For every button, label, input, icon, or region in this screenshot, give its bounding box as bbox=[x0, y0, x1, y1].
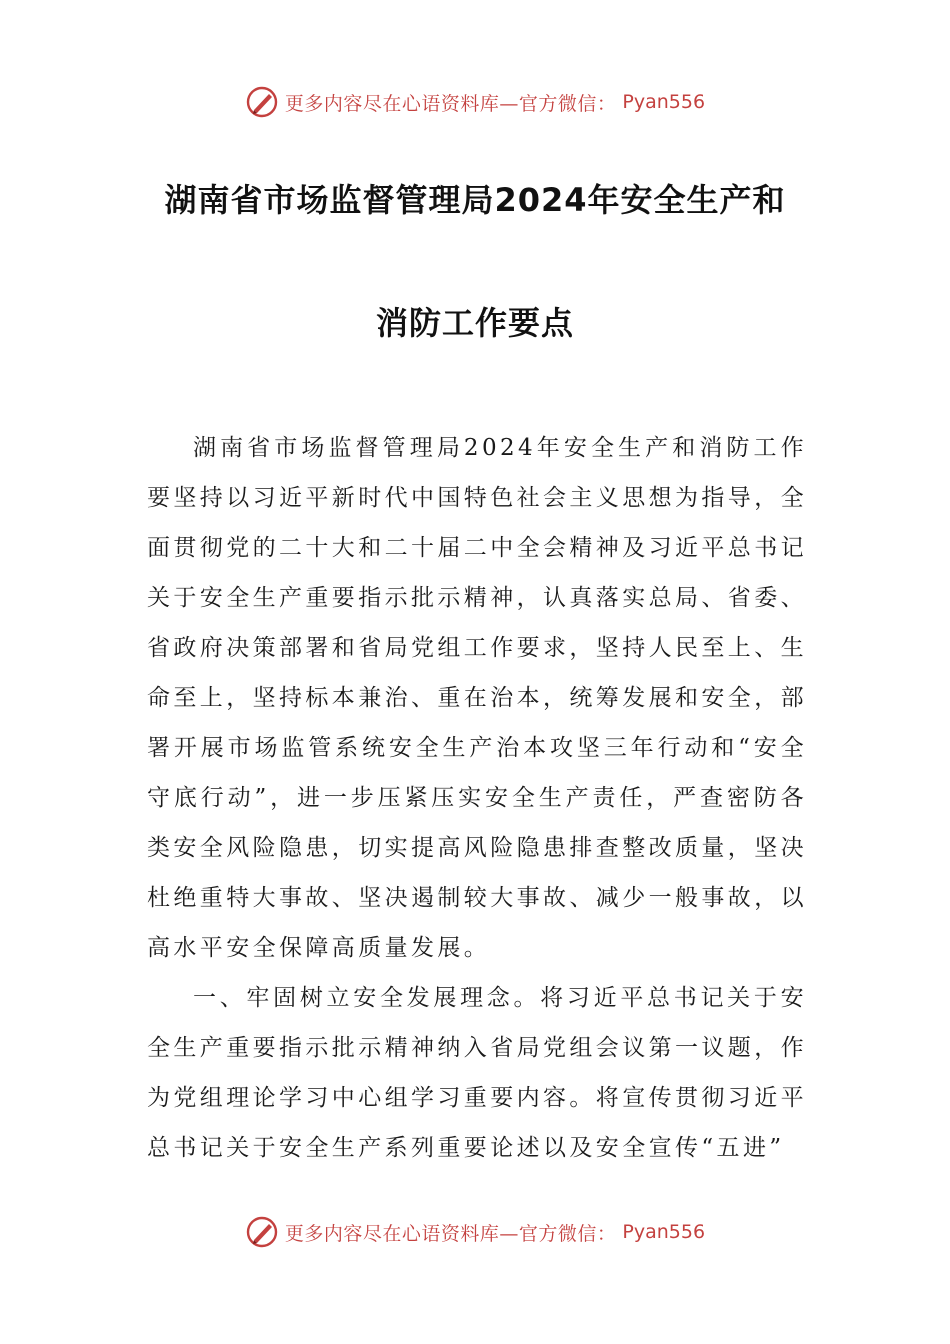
paragraph-section-1: 一、牢固树立安全发展理念。将习近平总书记关于安全生产重要指示批示精神纳入省局党组会议第一议题，作为党组理论学习中心组学习重要内容。将宣传贯彻习近平总书记关于安全生产系列重要论述以及安全宣传“五进” bbox=[147, 985, 807, 1161]
document-title-line-1: 湖南省市场监督管理局2024年安全生产和 bbox=[164, 181, 786, 219]
watermark-text: 更多内容尽在心语资料库—官方微信： bbox=[284, 1222, 617, 1245]
paragraph-intro: 湖南省市场监督管理局2024年安全生产和消防工作要坚持以习近平新时代中国特色社会主义思想为指导，全面贯彻党的二十大和二十届二中全会精神及习近平总书记关于安全生产重要指示批示精神，认真落实总局、省委、省政府决策部署和省局党组工作要求，坚持人民至上、生命至上，坚持标本兼治、重在治本，统筹发展和安全，部署开展市场监管系统安全生产治本攻坚三年行动和“安全守底行动”，进一步压紧压实安全生产责任，严查密防各类安全风险隐患，切实提高风险隐患排查整改质量，坚决杜绝重特大事故、坚决遏制较大事故、减少一般事故，以高水平安全保障高质量发展。 bbox=[147, 435, 807, 961]
pen-logo-icon bbox=[245, 85, 279, 119]
document-title-line-2: 消防工作要点 bbox=[375, 304, 574, 342]
watermark-footer bbox=[0, 1210, 950, 1254]
watermark-text: 更多内容尽在心语资料库—官方微信： bbox=[284, 92, 617, 115]
watermark-wechat-id: Pyan556 bbox=[622, 1221, 706, 1243]
watermark-wechat-id: Pyan556 bbox=[622, 91, 706, 113]
pen-logo-icon bbox=[245, 1215, 279, 1249]
document-body bbox=[147, 423, 807, 1173]
watermark-header bbox=[0, 80, 950, 124]
